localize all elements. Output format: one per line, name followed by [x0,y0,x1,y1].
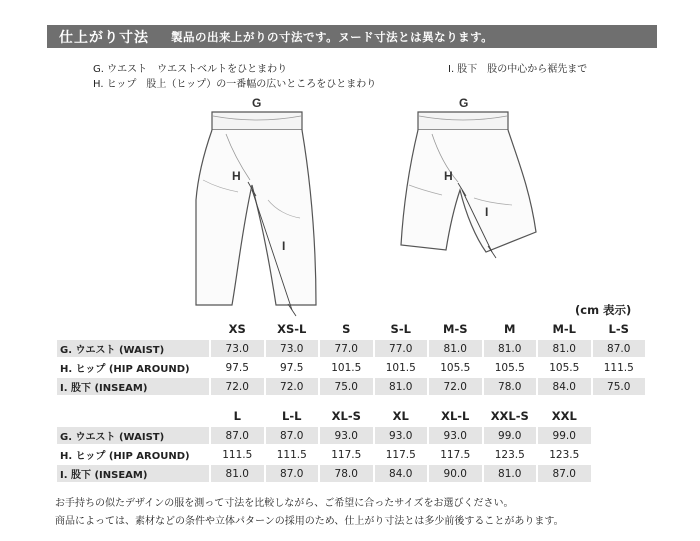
page-subtitle: 製品の出来上がりの寸法です。ヌード寸法とは異なります。 [171,29,494,44]
table-cell: 72.0 [266,378,319,395]
blank-header-cell [593,407,646,425]
table-cell: 111.5 [266,446,319,463]
row-label: I. 股下 (INSEAM) [57,465,209,482]
size-table-2 [55,405,647,484]
table-cell: 81.0 [429,340,482,357]
size-table-1 [55,318,647,397]
long-pants-i-label: I [282,239,286,253]
row-label: G. ウエスト (WAIST) [57,340,209,357]
table-cell: 73.0 [266,340,319,357]
table-cell: 87.0 [593,340,646,357]
table-cell: 77.0 [375,340,428,357]
size-header: S-L [390,322,411,336]
table-cell: 117.5 [375,446,428,463]
long-pants-h-label: H [232,169,241,183]
size-header: L [233,409,241,423]
short-pants-waistband [418,112,508,130]
blank-header-cell [57,407,209,425]
table-cell: 87.0 [266,427,319,444]
empty-cell [593,427,646,444]
table-cell: 73.0 [211,340,264,357]
empty-cell [593,446,646,463]
size-header: L-S [608,322,629,336]
size-header: L-L [282,409,302,423]
empty-cell [593,465,646,482]
table-cell: 99.0 [538,427,591,444]
row-label: H. ヒップ (HIP AROUND) [57,446,209,463]
note-variance: 商品によっては、素材などの条件や立体パターンの採用のため、仕上がり寸法とは多少前後することがあります。 [55,516,564,527]
table-cell: 93.0 [429,427,482,444]
size-header: XL-L [441,409,470,423]
table-cell: 77.0 [320,340,373,357]
table-cell: 87.0 [211,427,264,444]
blank-header-cell [57,320,209,338]
table-row-hip [57,446,645,463]
size-header: XS [228,322,246,336]
row-label: I. 股下 (INSEAM) [57,378,209,395]
size-header-row [57,320,645,338]
table-cell: 123.5 [484,446,537,463]
size-header: M-S [443,322,468,336]
table-cell: 81.0 [484,465,537,482]
table-row-waist [57,427,645,444]
short-pants-i-label: I [485,205,489,219]
table-cell: 81.0 [375,378,428,395]
table-row-waist [57,340,645,357]
size-header: XXL-S [490,409,529,423]
table-cell: 101.5 [375,359,428,376]
table-row-inseam [57,378,645,395]
size-header: XL [392,409,409,423]
page-title: 仕上がり寸法 [59,29,149,46]
size-header: M [504,322,516,336]
table-cell: 84.0 [375,465,428,482]
note-compare: お手持ちの似たデザインの服を測って寸法を比較しながら、ご希望に合ったサイズをお選びください。 [55,498,514,509]
size-header: XS-L [277,322,307,336]
size-header: S [342,322,351,336]
short-pants-diagram [401,112,536,258]
table-cell: 99.0 [484,427,537,444]
table-cell: 75.0 [320,378,373,395]
table-cell: 97.5 [211,359,264,376]
short-pants-g-label: G [459,96,469,110]
long-pants-diagram [196,112,316,316]
size-header: XXL [551,409,577,423]
table-cell: 81.0 [538,340,591,357]
table-cell: 87.0 [538,465,591,482]
table-cell: 105.5 [429,359,482,376]
table-cell: 78.0 [484,378,537,395]
table-cell: 72.0 [211,378,264,395]
row-label: G. ウエスト (WAIST) [57,427,209,444]
table-cell: 81.0 [484,340,537,357]
table-cell: 97.5 [266,359,319,376]
table-cell: 93.0 [320,427,373,444]
short-pants-body [401,130,536,252]
table-cell: 84.0 [538,378,591,395]
row-label: H. ヒップ (HIP AROUND) [57,359,209,376]
table-row-inseam [57,465,645,482]
table-cell: 90.0 [429,465,482,482]
table-row-hip [57,359,645,376]
legend-hip: H. ヒップ 股上（ヒップ）の一番幅の広いところをひとまわり [93,79,377,90]
table-cell: 101.5 [320,359,373,376]
table-cell: 123.5 [538,446,591,463]
size-header: M-L [552,322,577,336]
size-header-row [57,407,645,425]
legend-inseam: I. 股下 股の中心から裾先まで [448,64,588,75]
table-cell: 105.5 [538,359,591,376]
short-pants-h-label: H [444,169,453,183]
table-cell: 72.0 [429,378,482,395]
table-cell: 93.0 [375,427,428,444]
table-cell: 117.5 [429,446,482,463]
table-cell: 111.5 [211,446,264,463]
legend-waist: G. ウエスト ウエストベルトをひとまわり [93,64,288,75]
long-pants-waistband [212,112,302,130]
long-pants-g-label: G [252,96,262,110]
table-cell: 87.0 [266,465,319,482]
table-cell: 75.0 [593,378,646,395]
table-cell: 78.0 [320,465,373,482]
table-cell: 117.5 [320,446,373,463]
table-cell: 81.0 [211,465,264,482]
table-cell: 111.5 [593,359,646,376]
table-cell: 105.5 [484,359,537,376]
size-header: XL-S [331,409,361,423]
unit-label: (cm 表示) [575,303,632,317]
